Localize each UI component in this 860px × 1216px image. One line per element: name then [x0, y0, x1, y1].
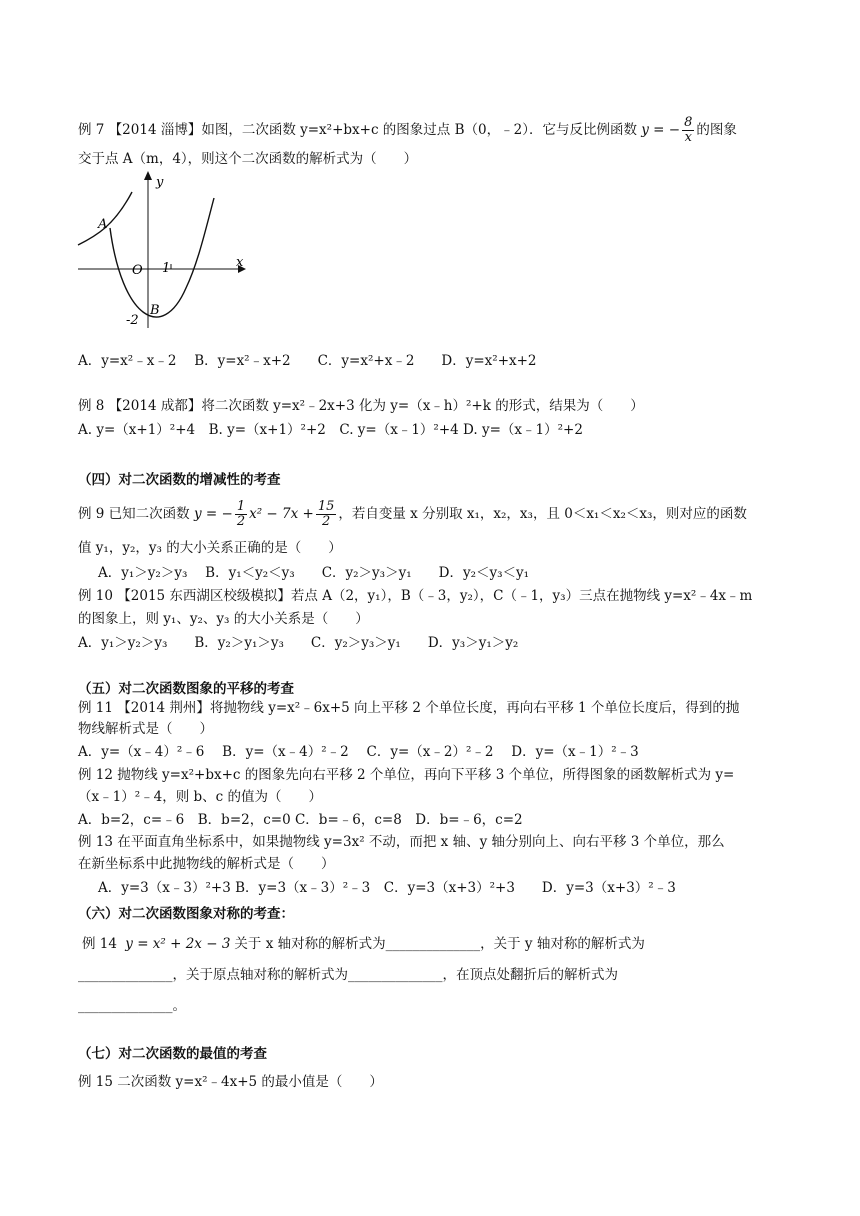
ex15-line1: 例 15 二次函数 y=x²﹣4x+5 的最小值是（ ）	[78, 1074, 383, 1090]
ex10-line1: 例 10 【2015 东西湖区校级模拟】若点 A（2，y₁），B（﹣3，y₂），C（﹣1，y₃）三点在抛物线 y=x²﹣4x﹣m	[78, 588, 753, 604]
label-x: x	[236, 255, 244, 270]
ex7-frac-num: 8	[684, 115, 693, 130]
ex9-eq-y: y = −	[193, 506, 233, 522]
ex9-fraction-2	[316, 500, 337, 529]
ex7-fraction	[682, 116, 694, 145]
ex7-line2: 交于点 A（m，4），则这个二次函数的解析式为（ ）	[78, 151, 418, 167]
ex9-frac1-num: 1	[236, 499, 246, 514]
ex7-text-a: 例 7 【2014 淄博】如图，二次函数 y=x²+bx+c 的图象过点 B（0，﹣2）．它与反比例函数	[78, 122, 637, 138]
ex9-text-b: ，若自变量 x 分别取 x₁，x₂，x₃，且 0＜x₁＜x₂＜x₃，则对应的函数	[338, 506, 747, 522]
ex9-fraction-1	[235, 500, 247, 529]
label-point-a: A	[98, 217, 108, 232]
label-y: y	[156, 175, 164, 190]
y-axis-arrow	[144, 171, 152, 180]
ex9-text-a: 例 9 已知二次函数	[78, 506, 190, 522]
ex13-line1: 例 13 在平面直角坐标系中，如果抛物线 y=3x² 不动，而把 x 轴、y 轴分别向上、向右平移 3 个单位，那么	[78, 834, 725, 850]
ex9-line1	[78, 500, 747, 529]
section-6-title: （六）对二次函数图象对称的考查：	[78, 906, 294, 922]
ex14-text-b: 关于 x 轴对称的解析式为______________，关于 y 轴对称的解析式为	[234, 936, 645, 952]
ex9-frac2-den: 2	[321, 514, 331, 529]
label-point-b: B	[150, 303, 160, 318]
ex11-line2: 物线解析式是（ ）	[78, 721, 213, 737]
section-4-title: （四）对二次函数的增减性的考查	[78, 472, 281, 488]
ex14-line2: ______________，关于原点轴对称的解析式为______________，在顶点处翻折后的解析式为	[78, 967, 618, 983]
ex7-parabola-figure	[76, 168, 252, 330]
ex9-frac2-num: 15	[317, 499, 335, 514]
ex7-y-expr: y = −	[641, 122, 681, 138]
ex9-line2: 值 y₁，y₂，y₃ 的大小关系正确的是（ ）	[78, 540, 342, 556]
ex7-text-b: 的图象	[696, 122, 737, 138]
ex13-options: A．y=3（x﹣3）²+3 B．y=3（x﹣3）²﹣3 C．y=3（x+3）²+3 D．y=3（x+3）²﹣3	[98, 880, 676, 896]
ex12-line1: 例 12 抛物线 y=x²+bx+c 的图象先向右平移 2 个单位，再向下平移 3 个单位，所得图象的函数解析式为 y=	[78, 767, 735, 783]
ex9-frac1-den: 2	[236, 514, 246, 529]
ex14-line1	[82, 935, 645, 953]
ex12-line2: （x﹣1）²﹣4，则 b、c 的值为（ ）	[78, 789, 322, 805]
ex14-text-a: 例 14	[82, 936, 117, 952]
ex12-options: A．b=2，c=﹣6 B．b=2，c=0 C．b=﹣6，c=8 D．b=﹣6，c=2	[78, 812, 523, 828]
label-origin: O	[132, 263, 143, 278]
ex11-options: A．y=（x﹣4）²﹣6 B．y=（x﹣4）²﹣2 C．y=（x﹣2）²﹣2 D．y=（x﹣1）²﹣3	[78, 744, 639, 760]
ex9-options: A．y₁＞y₂＞y₃ B．y₁＜y₂＜y₃ C．y₂＞y₃＞y₁ D．y₂＜y₃＜y₁	[98, 565, 530, 581]
label-neg2: -2	[126, 313, 139, 328]
ex7-frac-den: x	[684, 130, 692, 145]
ex8-line1: 例 8 【2014 成都】将二次函数 y=x²﹣2x+3 化为 y=（x﹣h）²+k 的形式，结果为（ ）	[78, 398, 644, 414]
ex13-line2: 在新坐标系中此抛物线的解析式是（ ）	[78, 856, 335, 872]
ex9-eq-mid: x² − 7x +	[249, 506, 314, 522]
ex7-options: A．y=x²﹣x﹣2 B．y=x²﹣x+2 C．y=x²+x﹣2 D．y=x²+x+2	[78, 353, 537, 369]
ex14-line3: ______________。	[78, 998, 186, 1014]
label-one: 1	[162, 261, 171, 276]
ex14-equation: y = x² + 2x − 3	[125, 936, 231, 952]
parabola-curve	[110, 198, 214, 317]
ex10-options: A．y₁＞y₂＞y₃ B．y₂＞y₁＞y₃ C．y₂＞y₃＞y₁ D．y₃＞y₁＞y₂	[78, 635, 519, 651]
section-5-title: （五）对二次函数图象的平移的考查	[78, 681, 294, 697]
ex8-options: A. y=（x+1）²+4 B. y=（x+1）²+2 C. y=（x﹣1）²+4 D. y=（x﹣1）²+2	[78, 422, 583, 438]
ex7-line1	[78, 116, 737, 145]
section-7-title: （七）对二次函数的最值的考查	[78, 1046, 267, 1062]
ex10-line2: 的图象上，则 y₁、y₂、y₃ 的大小关系是（ ）	[78, 611, 369, 627]
ex11-line1: 例 11 【2014 荆州】将抛物线 y=x²﹣6x+5 向上平移 2 个单位长度，再向右平移 1 个单位长度后，得到的抛	[78, 700, 740, 716]
